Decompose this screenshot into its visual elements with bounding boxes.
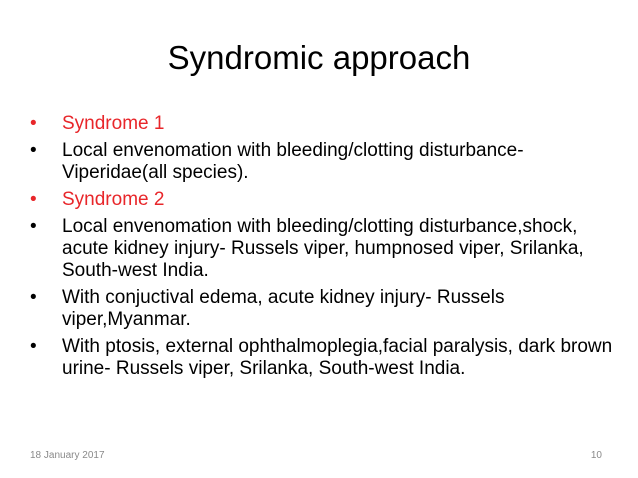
bullet-icon: •	[30, 287, 37, 308]
slide-title: Syndromic approach	[167, 39, 471, 76]
bullet-text: With ptosis, external ophthalmoplegia,facial paralysis, dark brown urine- Russels viper, Srilanka, South-west India.	[62, 336, 613, 379]
bullet-text: Local envenomation with bleeding/clotting disturbance,shock, acute kidney injury- Russels viper, humpnosed viper, Srilanka, South-west India.	[62, 216, 584, 281]
bullet-text: With conjuctival edema, acute kidney injury- Russels viper,Myanmar.	[62, 287, 505, 330]
bullet-list	[30, 113, 620, 385]
bullet-text: Local envenomation with bleeding/clotting disturbance- Viperidae(all species).	[62, 140, 524, 183]
footer-date: 18 January 2017	[30, 450, 105, 461]
bullet-item-syndrome-2	[30, 189, 620, 211]
page-number: 10	[590, 450, 602, 461]
bullet-item-syndrome-1	[30, 113, 620, 135]
bullet-text: Syndrome 2	[62, 189, 165, 210]
bullet-icon: •	[30, 140, 37, 161]
bullet-item	[30, 140, 620, 184]
bullet-icon: •	[30, 216, 37, 237]
bullet-item	[30, 336, 620, 380]
bullet-icon: •	[30, 336, 37, 357]
bullet-item	[30, 216, 620, 282]
bullet-icon: •	[30, 113, 37, 134]
bullet-text: Syndrome 1	[62, 113, 165, 134]
bullet-icon: •	[30, 189, 37, 210]
bullet-item	[30, 287, 620, 331]
